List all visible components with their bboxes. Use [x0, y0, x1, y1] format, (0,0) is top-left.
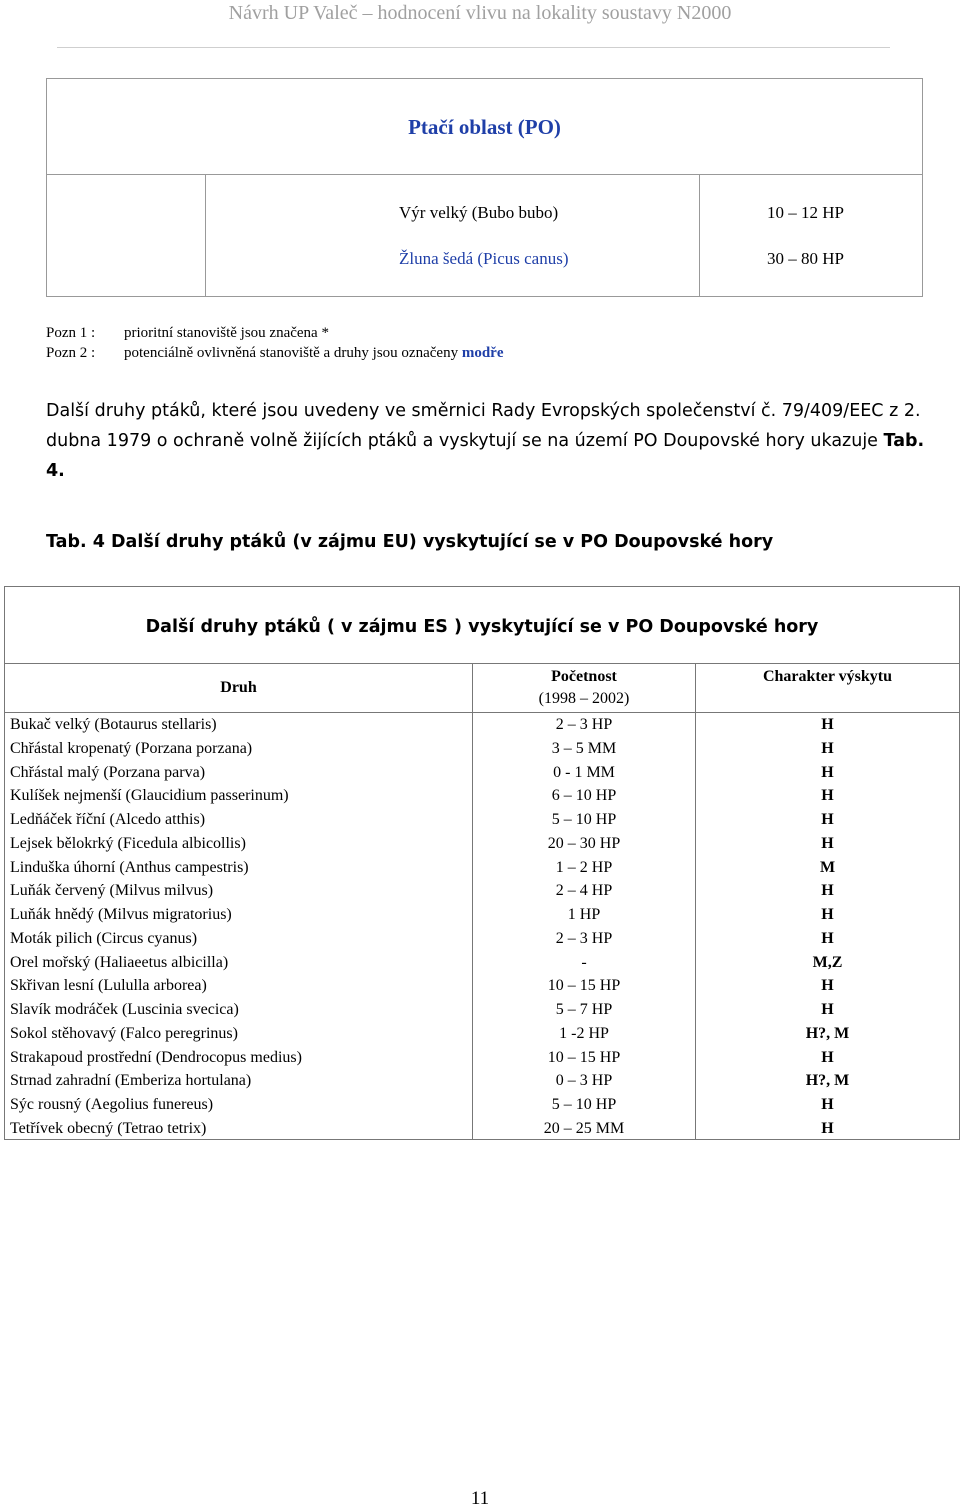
- species-cell: Lejsek bělokrký (Ficedula albicollis): [10, 834, 246, 852]
- page-number: 11: [470, 1488, 490, 1509]
- note-highlight: modře: [461, 345, 504, 361]
- table-row: [5, 951, 959, 975]
- species-cell: Chřástal malý (Porzana parva): [10, 763, 206, 781]
- column-header-count: Početnost: [551, 668, 617, 685]
- table-po-species: Výr velký (Bubo bubo): [399, 203, 559, 222]
- table-row: [5, 927, 959, 951]
- count-cell: 3 – 5 MM: [551, 739, 617, 757]
- species-cell: Strnad zahradní (Emberiza hortulana): [10, 1072, 252, 1090]
- table-po-count: 30 – 80 HP: [767, 249, 844, 268]
- count-cell: 1 HP: [567, 906, 601, 923]
- count-cell: 2 – 3 HP: [555, 929, 613, 947]
- body-paragraph: [46, 396, 926, 486]
- species-cell: Sokol stěhovavý (Falco peregrinus): [10, 1024, 238, 1042]
- species-cell: Linduška úhorní (Anthus campestris): [10, 858, 249, 876]
- count-cell: 1 – 2 HP: [555, 858, 613, 876]
- table-species-title: Další druhy ptáků ( v zájmu ES ) vyskytující se v PO Doupovské hory: [145, 617, 819, 637]
- table-po-divider: [205, 175, 206, 296]
- column-header-count-period: (1998 – 2002): [538, 690, 630, 707]
- character-cell: H: [821, 1119, 834, 1137]
- count-cell: 10 – 15 HP: [547, 977, 621, 995]
- header-rule: [57, 47, 890, 48]
- paragraph-table-ref: Tab. 4.: [46, 431, 925, 481]
- count-cell: 5 – 10 HP: [551, 811, 617, 828]
- count-cell: 20 – 25 MM: [543, 1119, 625, 1137]
- character-cell: H: [821, 1001, 834, 1018]
- table-row: [5, 879, 959, 903]
- character-cell: H: [821, 834, 834, 852]
- species-cell: Kulíšek nejmenší (Glaucidium passerinum): [10, 787, 289, 805]
- table-row: [5, 808, 959, 832]
- table-row: [5, 1093, 959, 1117]
- species-cell: Orel mořský (Haliaeetus albicilla): [10, 953, 229, 971]
- note-text: prioritní stanoviště jsou značena *: [124, 325, 329, 341]
- count-cell: 2 – 4 HP: [555, 882, 613, 900]
- table-row: [5, 974, 959, 998]
- species-cell: Moták pilich (Circus cyanus): [10, 929, 198, 947]
- character-cell: M: [819, 858, 836, 876]
- note-prefix: Pozn 2 :: [46, 345, 96, 361]
- table-row: [5, 784, 959, 808]
- table-row: [5, 713, 959, 737]
- species-cell: Skřivan lesní (Lululla arborea): [10, 977, 207, 995]
- character-cell: H: [821, 1048, 834, 1066]
- table-row: [5, 1046, 959, 1070]
- species-cell: Ledňáček říční (Alcedo atthis): [10, 811, 206, 828]
- character-cell: M,Z: [812, 953, 843, 971]
- count-cell: 2 – 3 HP: [555, 716, 613, 733]
- column-header-character: Charakter výskytu: [762, 668, 893, 685]
- species-cell: Bukač velký (Botaurus stellaris): [10, 716, 217, 733]
- table-po-title-row: [47, 79, 922, 175]
- count-cell: 20 – 30 HP: [547, 834, 621, 852]
- table-row: [5, 1069, 959, 1093]
- table-row: [5, 761, 959, 785]
- character-cell: H: [821, 977, 834, 995]
- count-cell: 10 – 15 HP: [547, 1048, 621, 1066]
- table-species: [4, 586, 960, 1140]
- character-cell: H?, M: [805, 1024, 850, 1042]
- count-cell: 1 -2 HP: [559, 1024, 609, 1042]
- species-cell: Sýc rousný (Aegolius funereus): [10, 1096, 214, 1113]
- character-cell: H: [821, 929, 834, 947]
- count-cell: -: [581, 953, 587, 971]
- table-po-divider: [699, 175, 700, 296]
- note-1: [46, 323, 503, 343]
- count-cell: 0 – 3 HP: [555, 1072, 613, 1090]
- table-row: [5, 832, 959, 856]
- character-cell: H: [821, 1096, 834, 1113]
- table-row: [5, 903, 959, 927]
- count-cell: 5 – 10 HP: [551, 1096, 617, 1113]
- note-2: [46, 343, 503, 363]
- table-po-species: Žluna šedá (Picus canus): [399, 249, 569, 268]
- table-species-body: [5, 713, 959, 1141]
- count-cell: 0 - 1 MM: [553, 763, 615, 781]
- table-caption: Tab. 4 Další druhy ptáků (v zájmu EU) vyskytující se v PO Doupovské hory: [46, 532, 774, 552]
- table-po-title: Ptačí oblast (PO): [408, 115, 561, 139]
- table-row: [5, 856, 959, 880]
- table-row: [5, 1022, 959, 1046]
- count-cell: 5 – 7 HP: [555, 1001, 613, 1018]
- count-cell: 6 – 10 HP: [551, 787, 617, 805]
- character-cell: H: [821, 906, 834, 923]
- character-cell: H: [821, 739, 834, 757]
- table-row: [5, 737, 959, 761]
- table-row: [5, 1117, 959, 1141]
- table-species-title-row: [5, 587, 959, 664]
- species-cell: Slavík modráček (Luscinia svecica): [10, 1001, 239, 1018]
- running-header: Návrh UP Valeč – hodnocení vlivu na lokality soustavy N2000: [228, 2, 732, 24]
- character-cell: H?, M: [805, 1072, 850, 1090]
- species-cell: Luňák hnědý (Milvus migratorius): [10, 906, 232, 923]
- character-cell: H: [821, 763, 834, 781]
- species-cell: Strakapoud prostřední (Dendrocopus medius): [10, 1048, 302, 1066]
- character-cell: H: [821, 716, 834, 733]
- table-po: [46, 78, 923, 297]
- species-cell: Tetřívek obecný (Tetrao tetrix): [10, 1119, 207, 1137]
- note-text: potenciálně ovlivněná stanoviště a druhy jsou označeny: [124, 345, 462, 361]
- character-cell: H: [821, 882, 834, 900]
- paragraph-text: Další druhy ptáků, které jsou uvedeny ve směrnici Rady Evropských společenství č. 79/409/EEC z 2. dubna 1979 o ochraně volně žijících ptáků a vyskytují se na území PO Doupovské hory ukazuje: [46, 401, 921, 451]
- table-po-count: 10 – 12 HP: [767, 203, 844, 222]
- species-cell: Chřástal kropenatý (Porzana porzana): [10, 739, 253, 757]
- table-row: [5, 998, 959, 1022]
- species-cell: Luňák červený (Milvus milvus): [10, 882, 214, 900]
- column-header-species: Druh: [220, 679, 257, 696]
- note-prefix: Pozn 1 :: [46, 325, 96, 341]
- notes: [46, 323, 503, 363]
- character-cell: H: [821, 787, 834, 805]
- character-cell: H: [821, 811, 834, 828]
